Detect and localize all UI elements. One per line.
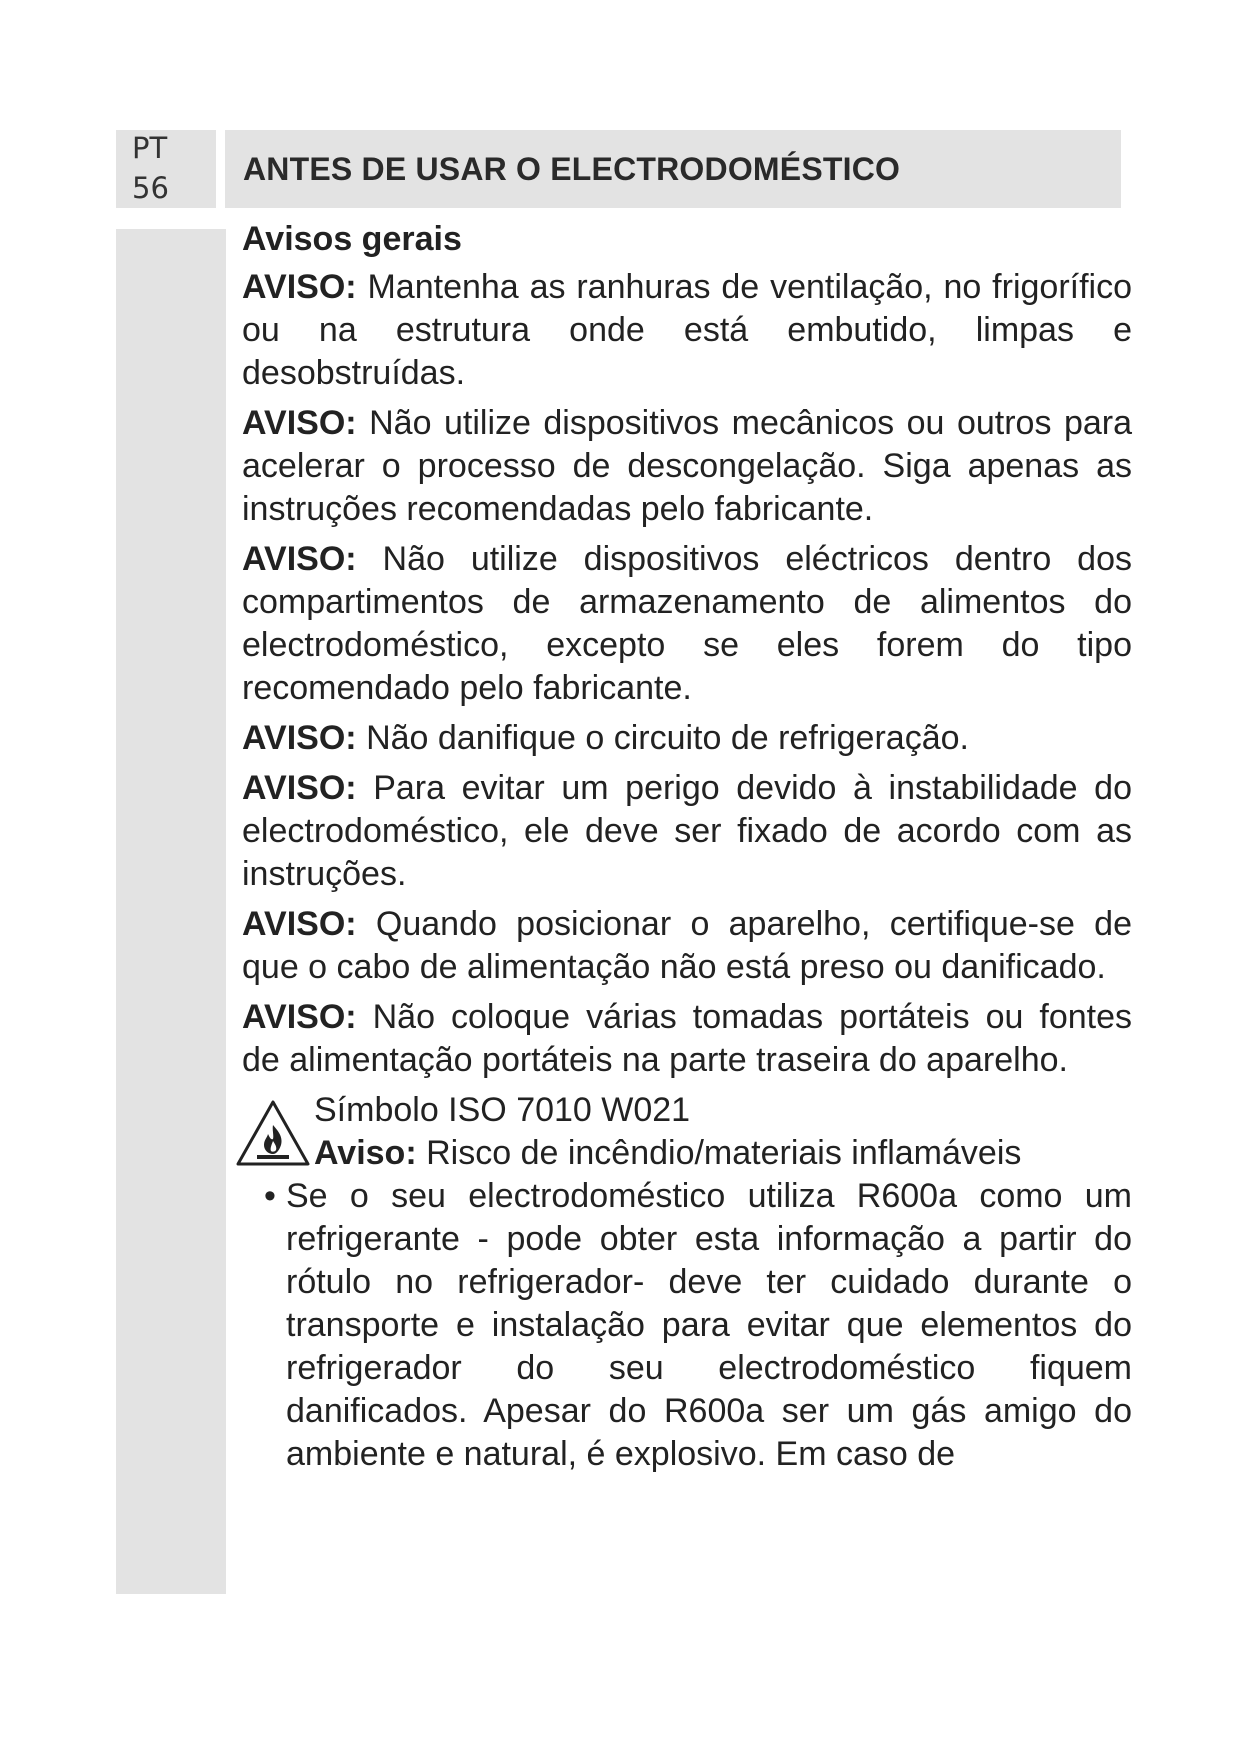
warning-text: Quando posicionar o aparelho, certifique-se de que o cabo de alimentação não está preso ou danificado. bbox=[242, 905, 1132, 986]
warning-paragraph bbox=[242, 266, 1132, 395]
warning-paragraph bbox=[242, 996, 1132, 1082]
list-item bbox=[242, 1175, 1132, 1476]
symbol-warning-text: Risco de incêndio/materiais inflamáveis bbox=[426, 1134, 1022, 1172]
warning-text: Não utilize dispositivos mecânicos ou outros para acelerar o processo de descongelação. Siga apenas as instruções recomendadas pelo fabricante. bbox=[242, 404, 1132, 528]
warning-label: AVISO: bbox=[242, 540, 357, 578]
warning-label: AVISO: bbox=[242, 404, 357, 442]
page-title: ANTES DE USAR O ELECTRODOMÉSTICO bbox=[243, 151, 901, 187]
section-title: Avisos gerais bbox=[242, 220, 462, 258]
side-bar bbox=[116, 229, 226, 1594]
warning-paragraph bbox=[242, 903, 1132, 989]
warning-text: Não utilize dispositivos eléctricos dentro dos compartimentos de armazenamento de alimentos do electrodoméstico, excepto se eles forem do tipo recomendado pelo fabricante. bbox=[242, 540, 1132, 707]
flammable-symbol-block bbox=[242, 1089, 1132, 1175]
warning-paragraph bbox=[242, 767, 1132, 896]
warning-paragraph bbox=[242, 717, 1132, 760]
warning-text: Não danifique o circuito de refrigeração. bbox=[366, 719, 969, 757]
warning-label: AVISO: bbox=[242, 268, 357, 306]
symbol-name: Símbolo ISO 7010 W021 bbox=[314, 1091, 691, 1129]
language-code: PT bbox=[132, 131, 168, 165]
warning-text: Para evitar um perigo devido à instabilidade do electrodoméstico, ele deve ser fixado de acordo com as instruções. bbox=[242, 769, 1132, 893]
warning-label: AVISO: bbox=[242, 905, 357, 943]
warning-label: AVISO: bbox=[242, 719, 357, 757]
flammable-warning-icon bbox=[235, 1099, 311, 1167]
warning-label: AVISO: bbox=[242, 769, 357, 807]
page-number: 56 bbox=[132, 171, 169, 205]
warning-paragraph bbox=[242, 538, 1132, 710]
page-marker bbox=[116, 130, 216, 208]
bullet-icon: • bbox=[264, 1177, 276, 1215]
section-header bbox=[225, 130, 1121, 208]
list-item-text: Se o seu electrodoméstico utiliza R600a como um refrigerante - pode obter esta informação a partir do rótulo no refrigerador- deve ter cuidado durante o transporte e instalação para evitar que elementos do refrigerador do seu electrodoméstico fiquem danificados. Apesar do R600a ser um gás amigo do ambiente e natural, é explosivo. Em caso de bbox=[286, 1177, 1132, 1473]
content bbox=[242, 216, 1132, 1476]
warning-text: Não coloque várias tomadas portáteis ou fontes de alimentação portáteis na parte traseira do aparelho. bbox=[242, 998, 1132, 1079]
warning-label: AVISO: bbox=[242, 998, 357, 1036]
warning-paragraph bbox=[242, 402, 1132, 531]
symbol-warning bbox=[314, 1132, 1132, 1175]
symbol-warning-label: Aviso: bbox=[314, 1134, 417, 1172]
warning-text: Mantenha as ranhuras de ventilação, no frigorífico ou na estrutura onde está embutido, limpas e desobstruídas. bbox=[242, 268, 1132, 392]
